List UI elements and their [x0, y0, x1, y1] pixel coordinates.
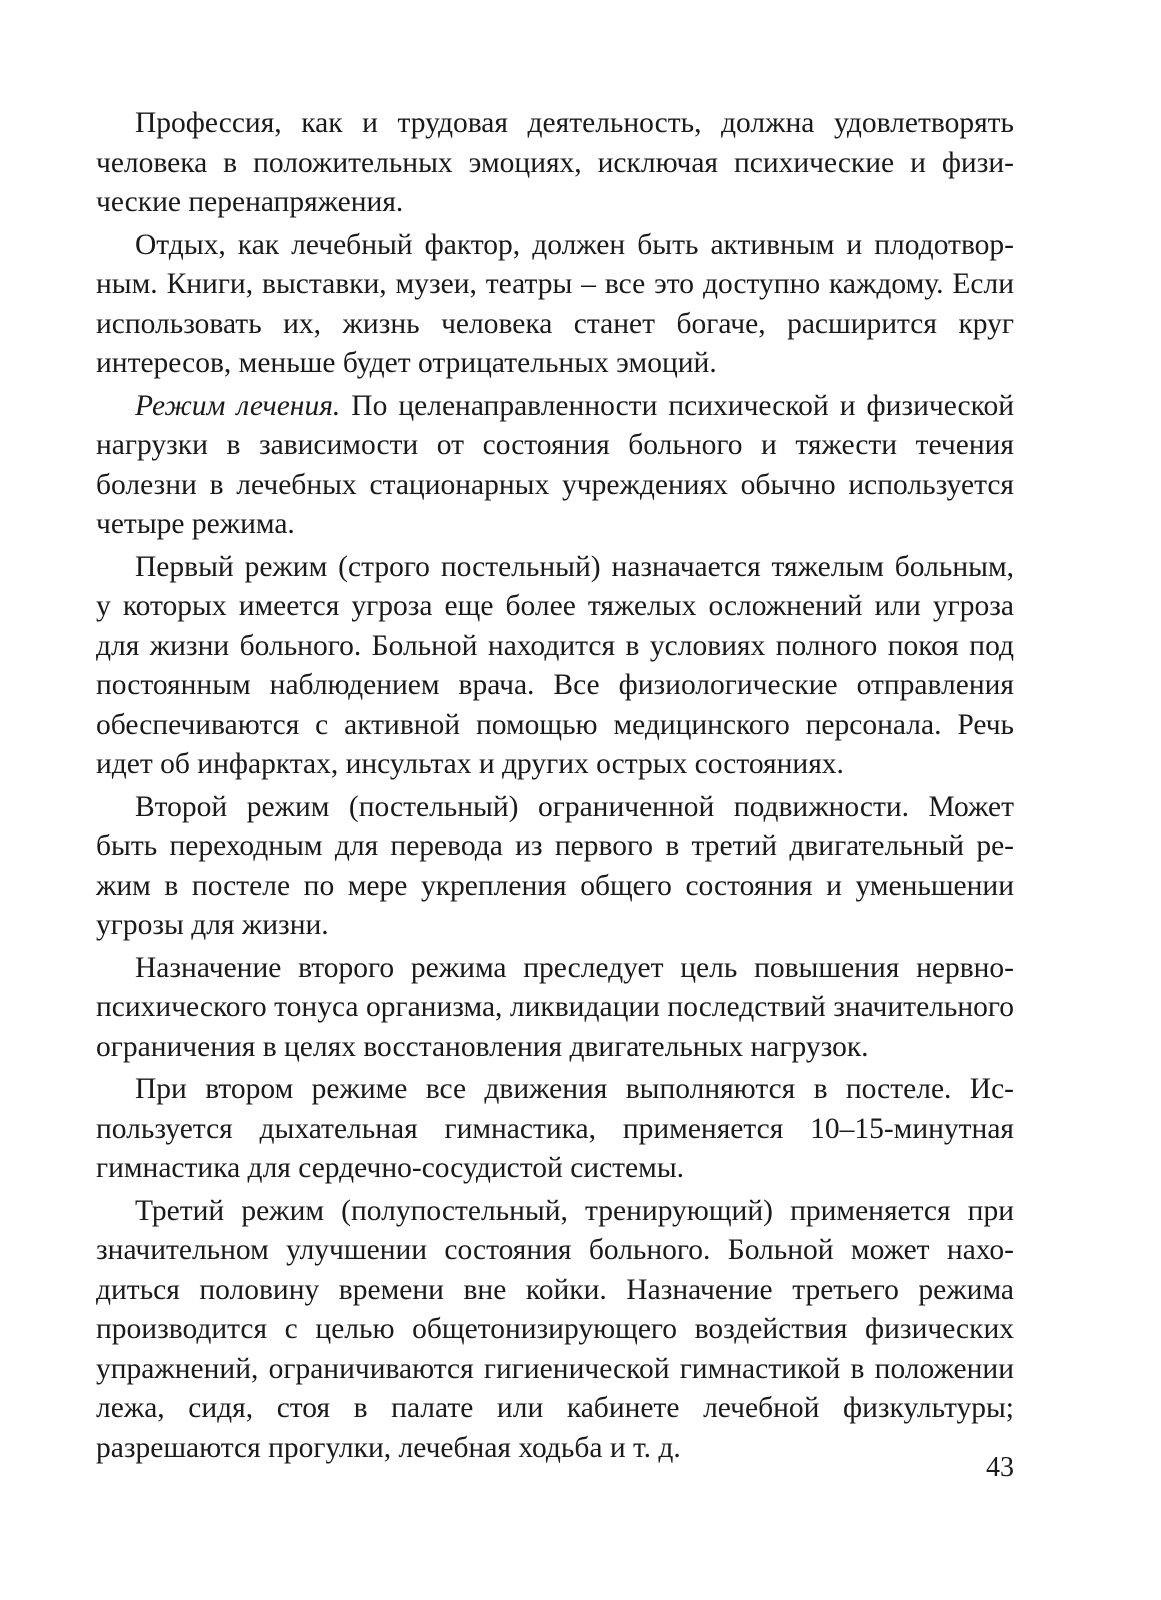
paragraph-text: Назначение второго режима преследует цель повышения нервнопсихического тонуса организма, ликвидации последствий значительного ограничения в целях восстановления двигательных нагрузок.	[96, 951, 1014, 1063]
paragraph	[96, 226, 1014, 384]
paragraph	[96, 1070, 1014, 1189]
paragraph-text: Отдых, как лечебный фактор, должен быть активным и плодотворным. Книги, выставки, музеи, театры – все это доступно каждому. Если использовать их, жизнь человека станет богаче, расширится круг интересов, меньше будет отрицательных эмоций.	[96, 228, 1014, 379]
paragraph	[96, 548, 1014, 785]
paragraph-text: Профессия, как и трудовая деятельность, должна удовлетворять человека в положительных эмоциях, исключая психические и физические перенапряжения.	[96, 107, 1014, 218]
paragraph-text: По целенаправленности психической и физической нагрузки в зависимости от состояния больного и тяжести течения болезни в лечебных стационарных учреждениях обычно используется четыре режима.	[96, 389, 1014, 540]
paragraph	[96, 788, 1014, 946]
paragraph-lead-italic: Режим лечения.	[135, 389, 341, 422]
paragraph-text: Третий режим (полупостельный, тренирующий) применяется при значительном улучшении состояния больного. Больной может находиться половину времени вне койки. Назначение третьего режима производится с целью общетонизирующего воздействия физических упражнений, ограничиваются гигиенической гимнастикой в положении лежа, сидя, стоя в палате или кабинете лечебной физкультуры; разрешаются прогулки, лечебная ходьба и т. д.	[96, 1194, 1014, 1464]
paragraph	[96, 104, 1014, 223]
page-number: 43	[986, 1452, 1014, 1483]
paragraph-text: Второй режим (постельный) ограниченной подвижности. Может быть переходным для перевода из первого в третий двигательный режим в постеле по мере укрепления общего состояния и уменьшении угрозы для жизни.	[96, 790, 1014, 941]
paragraph	[96, 949, 1014, 1068]
paragraph-text: При втором режиме все движения выполняются в постеле. Используется дыхательная гимнастика, применяется 10–15-минутная гимнастика для сердечно-сосудистой системы.	[96, 1073, 1014, 1184]
paragraph-treatment-regime	[96, 387, 1014, 545]
paragraph	[96, 1192, 1014, 1469]
paragraph-text: Первый режим (строго постельный) назначается тяжелым больным, у которых имеется угроза еще более тяжелых осложнений или угроза для жизни больного. Больной находится в условиях полного покоя под постоянным наблюдением врача. Все физиологические отправления обеспечиваются с активной помощью медицинского персонала. Речь идет об инфарктах, инсультах и других острых состояниях.	[96, 550, 1014, 780]
body-text	[96, 104, 1014, 1471]
